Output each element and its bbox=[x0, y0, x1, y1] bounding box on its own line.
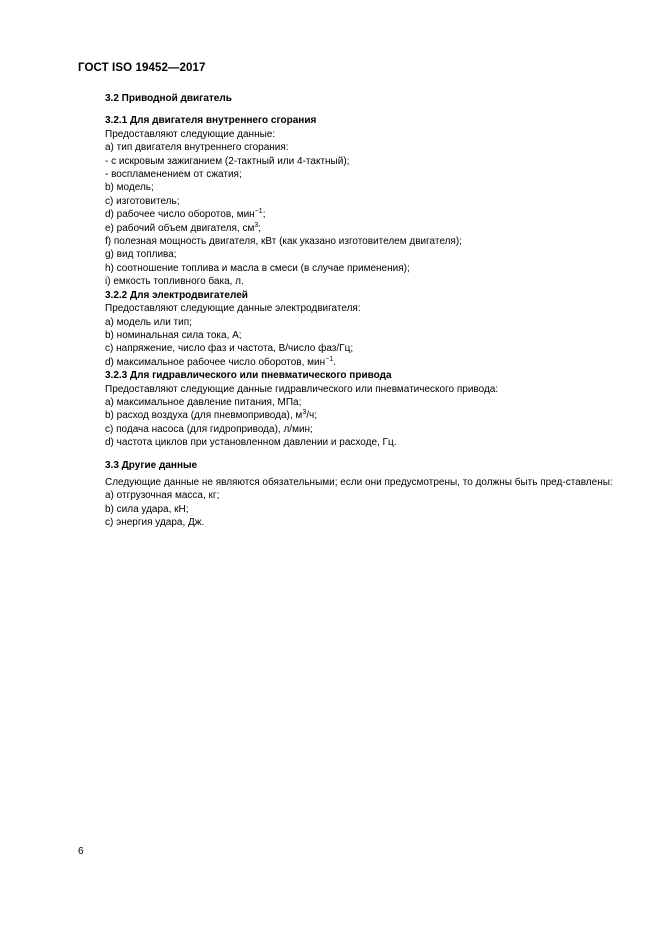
section-3-2-1-title: 3.2.1 Для двигателя внутреннего сгорания bbox=[105, 115, 317, 127]
list-item: c) изготовитель; bbox=[105, 195, 180, 207]
list-item: - воспламенением от сжатия; bbox=[105, 169, 242, 181]
section-3-2-2-title: 3.2.2 Для электродвигателей bbox=[105, 289, 248, 301]
page-number: 6 bbox=[78, 846, 84, 857]
superscript: 3 bbox=[302, 409, 307, 417]
list-item: b) номинальная сила тока, А; bbox=[105, 329, 242, 341]
list-item bbox=[105, 222, 617, 235]
list-item-text: d) максимальное рабочее число оборотов, мин bbox=[105, 356, 326, 368]
section-3-2-2-intro: Предоставляют следующие данные электродвигателя: bbox=[105, 303, 361, 315]
list-item: a) модель или тип; bbox=[105, 316, 192, 328]
section-3-2-1-intro: Предоставляют следующие данные: bbox=[105, 128, 276, 140]
document-code: ГОСТ ISO 19452—2017 bbox=[78, 62, 206, 74]
section-3-2-3-title: 3.2.3 Для гидравлического или пневматического привода bbox=[105, 370, 392, 382]
list-item bbox=[105, 356, 617, 369]
list-item-end: /ч; bbox=[306, 410, 317, 422]
list-item: a) тип двигателя внутреннего сгорания: bbox=[105, 142, 289, 154]
list-item: i) емкость топливного бака, л. bbox=[105, 276, 244, 288]
section-3-3-paragraph: Следующие данные не являются обязательными; если они предусмотрены, то должны быть пред-ставлены: bbox=[105, 476, 613, 488]
superscript: 3 bbox=[254, 221, 259, 229]
list-item: - с искровым зажиганием (2-тактный или 4-тактный); bbox=[105, 155, 350, 167]
list-item: b) сила удара, кН; bbox=[105, 503, 189, 515]
list-item bbox=[105, 409, 617, 422]
list-item: d) частота циклов при установленном давлении и расходе, Гц. bbox=[105, 437, 397, 449]
list-item-text: d) рабочее число оборотов, мин bbox=[105, 209, 255, 221]
list-item-end: . bbox=[333, 356, 336, 368]
list-item: c) подача насоса (для гидропривода), л/мин; bbox=[105, 423, 313, 435]
list-item: h) соотношение топлива и масла в смеси (в случае применения); bbox=[105, 262, 410, 274]
superscript: −1 bbox=[254, 208, 263, 216]
section-3-2-3-intro: Предоставляют следующие данные гидравлического или пневматического привода: bbox=[105, 383, 499, 395]
list-item: g) вид топлива; bbox=[105, 249, 177, 261]
list-item: a) отгрузочная масса, кг; bbox=[105, 490, 220, 502]
list-item-text: b) расход воздуха (для пневмопривода), м bbox=[105, 410, 303, 422]
list-item: c) энергия удара, Дж. bbox=[105, 517, 205, 529]
section-3-3-title: 3.3 Другие данные bbox=[105, 459, 198, 471]
list-item: c) напряжение, число фаз и частота, В/число фаз/Гц; bbox=[105, 343, 354, 355]
list-item-text: e) рабочий объем двигателя, см bbox=[105, 222, 255, 234]
list-item-end: ; bbox=[262, 209, 266, 221]
document-body bbox=[105, 92, 617, 530]
list-item-end: ; bbox=[258, 222, 262, 234]
list-item: a) максимальное давление питания, МПа; bbox=[105, 396, 302, 408]
list-item bbox=[105, 208, 617, 221]
list-item: b) модель; bbox=[105, 182, 154, 194]
superscript: −1 bbox=[325, 355, 334, 363]
list-item: f) полезная мощность двигателя, кВт (как указано изготовителем двигателя); bbox=[105, 236, 462, 248]
section-3-2-title: 3.2 Приводной двигатель bbox=[105, 93, 232, 104]
